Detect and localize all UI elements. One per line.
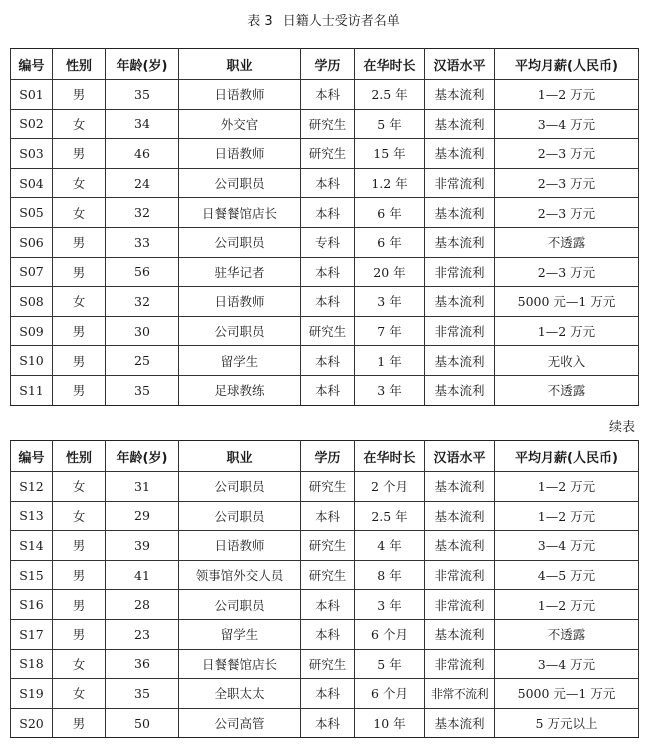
table-row — [11, 375, 639, 405]
chinese-level-cell: 基本流利 — [425, 198, 495, 228]
duration-cell: 7 年 — [355, 316, 425, 346]
education-cell: 本科 — [301, 198, 355, 228]
occupation-cell: 公司职员 — [179, 472, 301, 502]
education-cell: 本科 — [301, 287, 355, 317]
gender-cell: 男 — [53, 80, 106, 110]
gender-cell: 女 — [53, 501, 106, 531]
duration-cell: 3 年 — [355, 287, 425, 317]
occupation-cell: 日语教师 — [179, 287, 301, 317]
chinese-level-cell: 非常流利 — [425, 649, 495, 679]
chinese-level-cell: 非常流利 — [425, 560, 495, 590]
gender-cell: 女 — [53, 679, 106, 709]
id-cell: S13 — [11, 501, 53, 531]
gender-cell: 男 — [53, 560, 106, 590]
id-cell: S03 — [11, 139, 53, 169]
id-cell: S02 — [11, 109, 53, 139]
age-cell: 36 — [106, 649, 179, 679]
gender-cell: 男 — [53, 316, 106, 346]
duration-cell: 15 年 — [355, 139, 425, 169]
occupation-cell: 日语教师 — [179, 80, 301, 110]
occupation-cell: 日餐餐馆店长 — [179, 198, 301, 228]
chinese-level-cell: 非常流利 — [425, 168, 495, 198]
education-cell: 专科 — [301, 227, 355, 257]
id-cell: S20 — [11, 708, 53, 738]
education-cell: 本科 — [301, 257, 355, 287]
column-header-age: 年龄(岁) — [106, 49, 179, 80]
id-cell: S07 — [11, 257, 53, 287]
column-header-occupation: 职业 — [179, 441, 301, 472]
chinese-level-cell: 基本流利 — [425, 708, 495, 738]
salary-cell: 2—3 万元 — [495, 198, 639, 228]
gender-cell: 男 — [53, 531, 106, 561]
salary-cell: 3—4 万元 — [495, 109, 639, 139]
chinese-level-cell: 基本流利 — [425, 472, 495, 502]
duration-cell: 2.5 年 — [355, 80, 425, 110]
table-row — [11, 560, 639, 590]
table-row — [11, 139, 639, 169]
table-row — [11, 708, 639, 738]
occupation-cell: 外交官 — [179, 109, 301, 139]
duration-cell: 1 年 — [355, 346, 425, 376]
table-row — [11, 109, 639, 139]
id-cell: S16 — [11, 590, 53, 620]
id-cell: S11 — [11, 375, 53, 405]
duration-cell: 20 年 — [355, 257, 425, 287]
age-cell: 24 — [106, 168, 179, 198]
table-row — [11, 619, 639, 649]
age-cell: 34 — [106, 109, 179, 139]
education-cell: 本科 — [301, 375, 355, 405]
header-row — [11, 49, 639, 80]
id-cell: S19 — [11, 679, 53, 709]
occupation-cell: 日餐餐馆店长 — [179, 649, 301, 679]
occupation-cell: 公司职员 — [179, 227, 301, 257]
gender-cell: 男 — [53, 346, 106, 376]
column-header-occupation: 职业 — [179, 49, 301, 80]
salary-cell: 2—3 万元 — [495, 139, 639, 169]
table-body — [11, 80, 639, 406]
column-header-salary: 平均月薪(人民币) — [495, 49, 639, 80]
age-cell: 31 — [106, 472, 179, 502]
table-row — [11, 346, 639, 376]
column-header-gender: 性别 — [53, 49, 106, 80]
chinese-level-cell: 非常不流利 — [425, 679, 495, 709]
duration-cell: 1.2 年 — [355, 168, 425, 198]
chinese-level-cell: 基本流利 — [425, 501, 495, 531]
age-cell: 35 — [106, 375, 179, 405]
gender-cell: 男 — [53, 619, 106, 649]
education-cell: 研究生 — [301, 531, 355, 561]
education-cell: 研究生 — [301, 109, 355, 139]
salary-cell: 1—2 万元 — [495, 316, 639, 346]
duration-cell: 5 年 — [355, 109, 425, 139]
table-row — [11, 287, 639, 317]
occupation-cell: 日语教师 — [179, 139, 301, 169]
age-cell: 46 — [106, 139, 179, 169]
age-cell: 32 — [106, 287, 179, 317]
gender-cell: 女 — [53, 168, 106, 198]
column-header-education: 学历 — [301, 49, 355, 80]
duration-cell: 3 年 — [355, 375, 425, 405]
chinese-level-cell: 基本流利 — [425, 227, 495, 257]
id-cell: S09 — [11, 316, 53, 346]
duration-cell: 2.5 年 — [355, 501, 425, 531]
occupation-cell: 日语教师 — [179, 531, 301, 561]
education-cell: 本科 — [301, 679, 355, 709]
gender-cell: 男 — [53, 139, 106, 169]
salary-cell: 无收入 — [495, 346, 639, 376]
id-cell: S17 — [11, 619, 53, 649]
age-cell: 25 — [106, 346, 179, 376]
duration-cell: 6 年 — [355, 227, 425, 257]
education-cell: 本科 — [301, 619, 355, 649]
age-cell: 41 — [106, 560, 179, 590]
gender-cell: 女 — [53, 472, 106, 502]
age-cell: 28 — [106, 590, 179, 620]
column-header-duration: 在华时长 — [355, 441, 425, 472]
salary-cell: 3—4 万元 — [495, 531, 639, 561]
education-cell: 研究生 — [301, 649, 355, 679]
column-header-age: 年龄(岁) — [106, 441, 179, 472]
occupation-cell: 驻华记者 — [179, 257, 301, 287]
chinese-level-cell: 非常流利 — [425, 257, 495, 287]
age-cell: 50 — [106, 708, 179, 738]
table-row — [11, 531, 639, 561]
gender-cell: 男 — [53, 708, 106, 738]
age-cell: 39 — [106, 531, 179, 561]
id-cell: S04 — [11, 168, 53, 198]
table-row — [11, 198, 639, 228]
occupation-cell: 全职太太 — [179, 679, 301, 709]
occupation-cell: 足球教练 — [179, 375, 301, 405]
respondents-table-part2 — [10, 440, 639, 738]
chinese-level-cell: 基本流利 — [425, 80, 495, 110]
chinese-level-cell: 基本流利 — [425, 109, 495, 139]
age-cell: 30 — [106, 316, 179, 346]
gender-cell: 男 — [53, 227, 106, 257]
chinese-level-cell: 基本流利 — [425, 346, 495, 376]
salary-cell: 5000 元—1 万元 — [495, 679, 639, 709]
table-body — [11, 472, 639, 738]
chinese-level-cell: 基本流利 — [425, 139, 495, 169]
age-cell: 35 — [106, 80, 179, 110]
table-row — [11, 227, 639, 257]
education-cell: 本科 — [301, 80, 355, 110]
chinese-level-cell: 基本流利 — [425, 619, 495, 649]
duration-cell: 8 年 — [355, 560, 425, 590]
salary-cell: 不透露 — [495, 227, 639, 257]
duration-cell: 6 个月 — [355, 679, 425, 709]
table-row — [11, 649, 639, 679]
salary-cell: 1—2 万元 — [495, 80, 639, 110]
education-cell: 本科 — [301, 346, 355, 376]
table-row — [11, 316, 639, 346]
education-cell: 研究生 — [301, 316, 355, 346]
gender-cell: 男 — [53, 590, 106, 620]
table-row — [11, 168, 639, 198]
gender-cell: 男 — [53, 375, 106, 405]
chinese-level-cell: 非常流利 — [425, 590, 495, 620]
gender-cell: 女 — [53, 198, 106, 228]
gender-cell: 女 — [53, 109, 106, 139]
age-cell: 32 — [106, 198, 179, 228]
table-row — [11, 472, 639, 502]
table-row — [11, 257, 639, 287]
duration-cell: 6 年 — [355, 198, 425, 228]
education-cell: 本科 — [301, 501, 355, 531]
salary-cell: 1—2 万元 — [495, 472, 639, 502]
chinese-level-cell: 基本流利 — [425, 287, 495, 317]
duration-cell: 5 年 — [355, 649, 425, 679]
salary-cell: 3—4 万元 — [495, 649, 639, 679]
id-cell: S14 — [11, 531, 53, 561]
chinese-level-cell: 基本流利 — [425, 531, 495, 561]
education-cell: 研究生 — [301, 472, 355, 502]
id-cell: S12 — [11, 472, 53, 502]
column-header-chinese-level: 汉语水平 — [425, 441, 495, 472]
column-header-education: 学历 — [301, 441, 355, 472]
duration-cell: 3 年 — [355, 590, 425, 620]
occupation-cell: 公司高管 — [179, 708, 301, 738]
column-header-duration: 在华时长 — [355, 49, 425, 80]
salary-cell: 4—5 万元 — [495, 560, 639, 590]
column-header-chinese-level: 汉语水平 — [425, 49, 495, 80]
salary-cell: 2—3 万元 — [495, 168, 639, 198]
id-cell: S10 — [11, 346, 53, 376]
age-cell: 23 — [106, 619, 179, 649]
gender-cell: 男 — [53, 257, 106, 287]
duration-cell: 2 个月 — [355, 472, 425, 502]
duration-cell: 10 年 — [355, 708, 425, 738]
age-cell: 35 — [106, 679, 179, 709]
age-cell: 29 — [106, 501, 179, 531]
column-header-id: 编号 — [11, 441, 53, 472]
table-row — [11, 501, 639, 531]
salary-cell: 5000 元—1 万元 — [495, 287, 639, 317]
id-cell: S18 — [11, 649, 53, 679]
table-caption — [0, 10, 647, 29]
chinese-level-cell: 非常流利 — [425, 316, 495, 346]
education-cell: 本科 — [301, 590, 355, 620]
salary-cell: 5 万元以上 — [495, 708, 639, 738]
column-header-id: 编号 — [11, 49, 53, 80]
id-cell: S06 — [11, 227, 53, 257]
occupation-cell: 公司职员 — [179, 590, 301, 620]
salary-cell: 1—2 万元 — [495, 501, 639, 531]
continued-label: 续表 — [608, 420, 635, 435]
table-row — [11, 80, 639, 110]
respondents-table-part1 — [10, 48, 639, 406]
id-cell: S01 — [11, 80, 53, 110]
occupation-cell: 公司职员 — [179, 168, 301, 198]
column-header-salary: 平均月薪(人民币) — [495, 441, 639, 472]
age-cell: 56 — [106, 257, 179, 287]
table-row — [11, 590, 639, 620]
header-row — [11, 441, 639, 472]
duration-cell: 4 年 — [355, 531, 425, 561]
salary-cell: 不透露 — [495, 375, 639, 405]
education-cell: 本科 — [301, 708, 355, 738]
occupation-cell: 公司职员 — [179, 316, 301, 346]
occupation-cell: 领事馆外交人员 — [179, 560, 301, 590]
education-cell: 研究生 — [301, 139, 355, 169]
education-cell: 研究生 — [301, 560, 355, 590]
duration-cell: 6 个月 — [355, 619, 425, 649]
id-cell: S08 — [11, 287, 53, 317]
occupation-cell: 公司职员 — [179, 501, 301, 531]
id-cell: S05 — [11, 198, 53, 228]
salary-cell: 不透露 — [495, 619, 639, 649]
occupation-cell: 留学生 — [179, 346, 301, 376]
id-cell: S15 — [11, 560, 53, 590]
occupation-cell: 留学生 — [179, 619, 301, 649]
age-cell: 33 — [106, 227, 179, 257]
column-header-gender: 性别 — [53, 441, 106, 472]
chinese-level-cell: 基本流利 — [425, 375, 495, 405]
table-row — [11, 679, 639, 709]
salary-cell: 1—2 万元 — [495, 590, 639, 620]
gender-cell: 女 — [53, 649, 106, 679]
table-caption-title: 日籍人士受访者名单 — [282, 14, 400, 29]
education-cell: 本科 — [301, 168, 355, 198]
salary-cell: 2—3 万元 — [495, 257, 639, 287]
table-caption-label: 表 3 — [247, 14, 273, 29]
gender-cell: 女 — [53, 287, 106, 317]
